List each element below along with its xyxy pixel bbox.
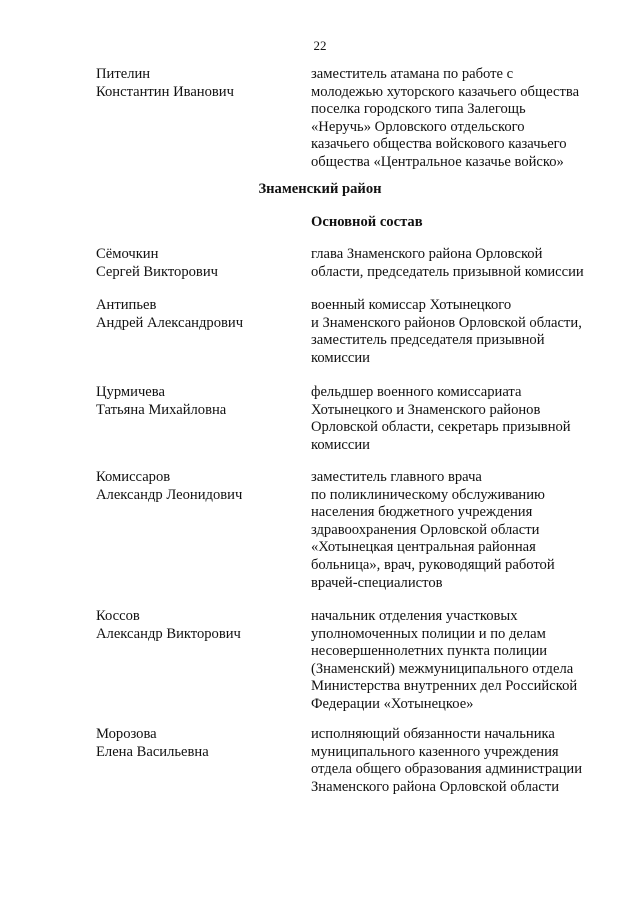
person-role [311,608,611,714]
role-line: отдела общего образования администрации [311,761,583,778]
role-line: казачьего общества войскового казачьего [311,136,567,153]
role-line: военный комиссар Хотынецкого [311,297,512,313]
role-line: Знаменского района Орловской области [311,778,560,795]
role-line: фельдшер военного комиссариата [311,384,522,400]
role-line: глава Знаменского района Орловской [311,246,543,262]
role-line: по поликлиническому обслуживанию [311,486,545,503]
person-name [96,246,296,281]
role-line: здравоохранения Орловской области [311,521,540,538]
role-line: «Хотынецкая центральная районная [311,539,536,556]
person-name [96,66,296,101]
person-role [311,469,611,592]
person-name [96,726,296,761]
role-line: комиссии [311,349,370,366]
role-line: начальник отделения участковых [311,608,518,624]
role-line: исполняющий обязанности начальника [311,726,555,742]
person-name [96,608,296,643]
given-names: Татьяна Михайловна [96,401,227,418]
role-line: уполномоченных полиции и по делам [311,625,546,642]
role-line: заместитель председателя призывной [311,332,545,349]
role-line: молодежью хуторского казачьего общества [311,83,580,100]
role-line: «Неручь» Орловского отдельского [311,118,525,135]
role-line: больница», врач, руководящий работой [311,556,555,573]
surname: Пителин [96,66,151,82]
section-subtitle: Основной состав [311,214,423,230]
person-role [311,297,611,367]
role-line: общества «Центральное казачье войско» [311,153,564,170]
role-line: заместитель главного врача [311,469,482,485]
role-line: поселка городского типа Залегощь [311,101,526,118]
person-role [311,246,611,281]
person-role [311,66,611,172]
person-name [96,469,296,504]
given-names: Елена Васильевна [96,743,209,760]
section-title: Знаменский район [258,181,382,197]
role-line: Федерации «Хотынецкое» [311,695,474,712]
role-line: Орловской области, секретарь призывной [311,419,571,436]
role-line: комиссии [311,436,370,453]
person-role [311,726,611,796]
role-line: несовершеннолетних пункта полиции [311,643,548,660]
role-line: заместитель атамана по работе с [311,66,514,82]
given-names: Константин Иванович [96,83,234,100]
given-names: Александр Викторович [96,625,241,642]
surname: Антипьев [96,297,157,313]
surname: Сёмочкин [96,246,159,262]
person-name [96,384,296,419]
person-role [311,384,611,454]
surname: Комиссаров [96,469,171,485]
page-number: 22 [313,38,327,53]
person-name [96,297,296,332]
role-line: области, председатель призывной комиссии [311,263,584,280]
role-line: и Знаменского районов Орловской области, [311,314,582,331]
role-line: (Знаменский) межмуниципального отдела [311,660,574,677]
given-names: Андрей Александрович [96,314,244,331]
surname: Цурмичева [96,384,165,400]
role-line: муниципального казенного учреждения [311,743,559,760]
given-names: Сергей Викторович [96,263,218,280]
role-line: населения бюджетного учреждения [311,504,533,521]
role-line: врачей-специалистов [311,574,443,591]
given-names: Александр Леонидович [96,486,243,503]
surname: Морозова [96,726,157,742]
role-line: Министерства внутренних дел Российской [311,678,578,695]
surname: Коссов [96,608,140,624]
role-line: Хотынецкого и Знаменского районов [311,401,541,418]
